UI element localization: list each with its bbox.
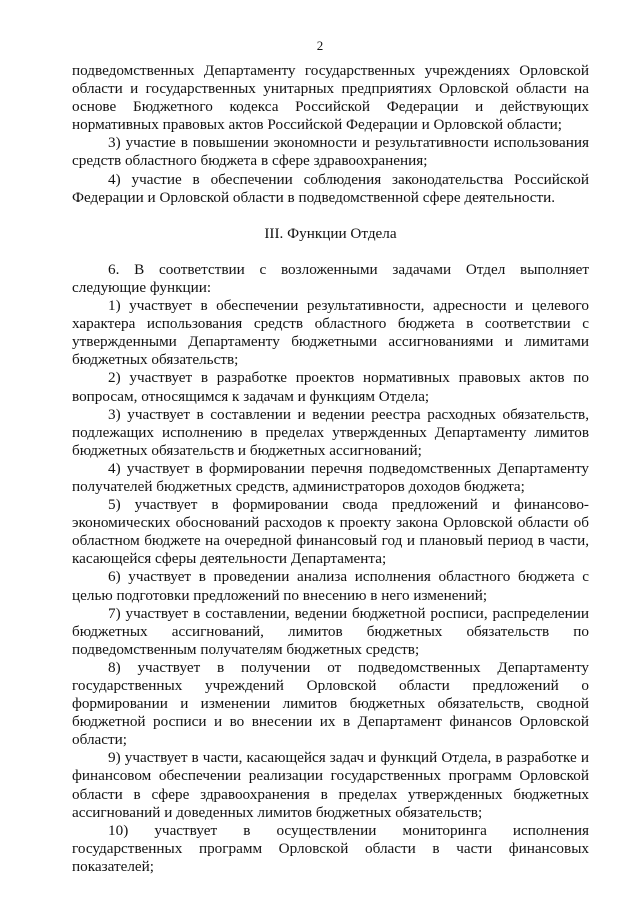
function-item-9: 9) участвует в части, касающейся задач и функций Отдела, в разработке и финансовом обеспечении реализации государственных программ Орловской области в сфере здравоохранения в пределах утвержденных бюджетных ассигнований и доведенных лимитов бюджетных обязательств; bbox=[72, 749, 589, 821]
task-item-3: 3) участие в повышении экономности и результативности использования средств областного бюджета в сфере здравоохранения; bbox=[72, 134, 589, 170]
continued-paragraph: подведомственных Департаменту государственных учреждениях Орловской области и государственных унитарных предприятиях Орловской области на основе Бюджетного кодекса Российской Федерации и действующих нормативных правовых актов Российской Федерации и Орловской области; bbox=[72, 62, 589, 134]
page-number: 2 bbox=[316, 38, 324, 53]
function-item-4: 4) участвует в формировании перечня подведомственных Департаменту получателей бюджетных средств, администраторов доходов бюджета; bbox=[72, 459, 589, 495]
function-item-7: 7) участвует в составлении, ведении бюджетной росписи, распределении бюджетных ассигнований, лимитов бюджетных обязательств по подведомственным получателям бюджетных средств; bbox=[72, 604, 589, 658]
function-item-3: 3) участвует в составлении и ведении реестра расходных обязательств, подлежащих исполнению в пределах утвержденных Департаменту лимитов бюджетных обязательств и бюджетных ассигнований; bbox=[72, 405, 589, 459]
function-item-2: 2) участвует в разработке проектов нормативных правовых актов по вопросам, относящимся к задачам и функциям Отдела; bbox=[72, 369, 589, 405]
task-item-4: 4) участие в обеспечении соблюдения законодательства Российской Федерации и Орловской области в подведомственной сфере деятельности. bbox=[72, 170, 589, 206]
function-item-8: 8) участвует в получении от подведомственных Департаменту государственных учреждений Орловской области предложений о формировании и изменении лимитов бюджетных обязательств, сводной бюджетной росписи и во внесении их в Департамент финансов Орловской области; bbox=[72, 658, 589, 749]
function-item-10: 10) участвует в осуществлении мониторинга исполнения государственных программ Орловской области в части финансовых показателей; bbox=[72, 821, 589, 875]
section-heading: III. Функции Отдела bbox=[264, 224, 397, 242]
document-body bbox=[72, 62, 589, 876]
function-item-5: 5) участвует в формировании свода предложений и финансово-экономических обоснований расходов к проекту закона Орловской области об областном бюджете на очередной финансовый год и плановый период в части, касающейся сферы деятельности Департамента; bbox=[72, 496, 589, 568]
function-item-6: 6) участвует в проведении анализа исполнения областного бюджета с целью подготовки предложений по внесению в него изменений; bbox=[72, 568, 589, 604]
clause-6-intro: 6. В соответствии с возложенными задачами Отдел выполняет следующие функции: bbox=[72, 260, 589, 296]
function-item-1: 1) участвует в обеспечении результативности, адресности и целевого характера использования средств областного бюджета в соответствии с утвержденными Департаменту бюджетными ассигнованиями и лимитами бюджетных обязательств; bbox=[72, 297, 589, 369]
